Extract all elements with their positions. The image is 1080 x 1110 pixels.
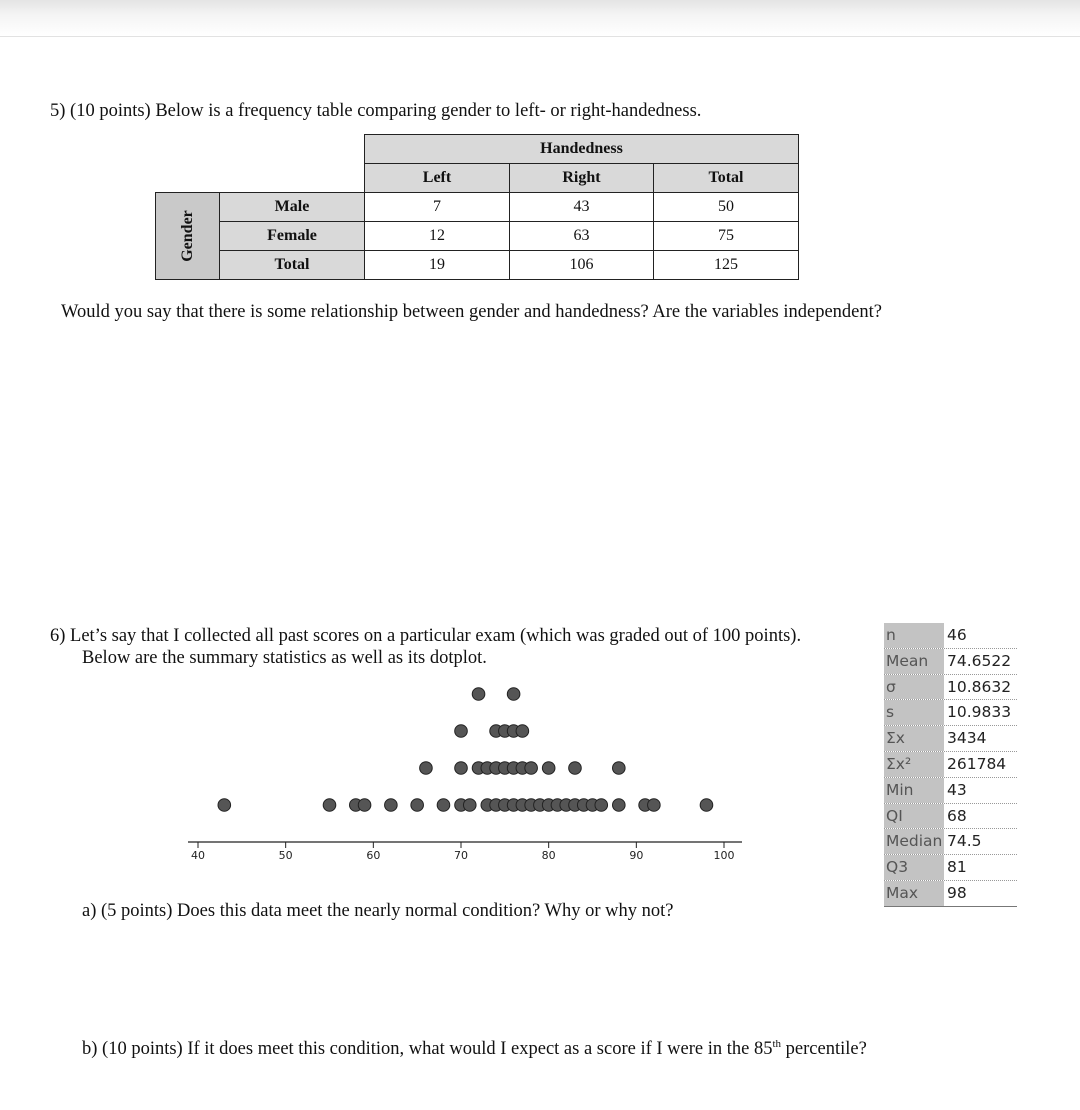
dot-point <box>613 799 626 812</box>
stats-row <box>884 649 1017 675</box>
stats-label: Σx² <box>884 752 944 777</box>
stats-value: 3434 <box>947 729 987 748</box>
stats-value: 74.6522 <box>947 651 1012 670</box>
stats-label: σ <box>884 675 944 700</box>
x-tick-label: 90 <box>629 849 644 862</box>
cell: 63 <box>510 222 654 251</box>
x-tick-label: 40 <box>191 849 205 862</box>
dot-point <box>420 762 433 775</box>
stats-row <box>884 623 1017 649</box>
dot-point <box>218 799 231 812</box>
dot-point <box>358 799 371 812</box>
question-6-line2: Below are the summary statistics as well as its dotplot. <box>82 648 487 668</box>
question-6-prompt <box>50 625 801 669</box>
question-5-followup: Would you say that there is some relationship between gender and handedness? Are the variables independent? <box>61 302 882 322</box>
dot-point <box>700 799 713 812</box>
stats-row <box>884 675 1017 701</box>
row-label-male: Male <box>220 193 365 222</box>
gender-header: Gender <box>156 193 220 280</box>
cell: 50 <box>654 193 799 222</box>
stats-row <box>884 829 1017 855</box>
stats-label: QI <box>884 804 944 829</box>
dot-point <box>472 688 485 701</box>
question-6b: b) (10 points) If it does meet this condition, what would I expect as a score if I were in the 85th percentile? <box>82 1038 867 1060</box>
stats-value: 46 <box>947 626 967 644</box>
dot-point <box>613 762 626 775</box>
stats-label: Mean <box>884 649 944 674</box>
frequency-table <box>155 134 799 280</box>
x-tick-label: 70 <box>454 849 468 862</box>
dot-point <box>542 762 555 775</box>
cell: 19 <box>365 251 510 280</box>
top-toolbar <box>0 0 1080 37</box>
stats-row <box>884 881 1017 907</box>
dot-point <box>323 799 336 812</box>
handedness-header: Handedness <box>365 135 799 164</box>
col-header-total: Total <box>654 164 799 193</box>
stats-label: Σx <box>884 726 944 751</box>
stats-label: Q3 <box>884 855 944 880</box>
table-row <box>156 251 799 280</box>
stats-row <box>884 726 1017 752</box>
dot-point <box>648 799 661 812</box>
stats-row <box>884 700 1017 726</box>
dot-point <box>507 688 520 701</box>
dot-point <box>525 762 538 775</box>
stats-value: 261784 <box>947 754 1007 773</box>
stats-value: 98 <box>947 883 967 902</box>
cell: 43 <box>510 193 654 222</box>
stats-row <box>884 804 1017 830</box>
col-header-right: Right <box>510 164 654 193</box>
dot-point <box>455 762 468 775</box>
col-header-left: Left <box>365 164 510 193</box>
stats-value: 10.8632 <box>947 677 1012 696</box>
dot-point <box>437 799 450 812</box>
cell: 7 <box>365 193 510 222</box>
dot-point <box>455 725 468 738</box>
stats-value: 10.9833 <box>947 703 1012 722</box>
x-tick-label: 60 <box>366 849 381 862</box>
dot-point <box>595 799 608 812</box>
cell: 125 <box>654 251 799 280</box>
table-row <box>156 193 799 222</box>
x-tick-label: 80 <box>541 849 556 862</box>
stats-value: 74.5 <box>947 832 982 851</box>
dotplot <box>180 675 750 875</box>
dot-point <box>516 725 529 738</box>
stats-label: Median <box>884 829 944 854</box>
stats-label: n <box>884 623 944 648</box>
stats-row <box>884 752 1017 778</box>
table-row <box>156 222 799 251</box>
question-6a: a) (5 points) Does this data meet the nearly normal condition? Why or why not? <box>82 901 674 921</box>
dot-point <box>411 799 424 812</box>
cell: 75 <box>654 222 799 251</box>
summary-stats-table <box>884 623 1017 907</box>
stats-value: 68 <box>947 806 967 825</box>
row-label-female: Female <box>220 222 365 251</box>
question-6-line1: 6) Let’s say that I collected all past scores on a particular exam (which was graded out of 100 points). <box>50 626 802 646</box>
stats-row <box>884 778 1017 804</box>
question-5-prompt: 5) (10 points) Below is a frequency table comparing gender to left- or right-handedness. <box>50 101 702 121</box>
stats-label: s <box>884 700 944 725</box>
x-tick-label: 100 <box>713 849 735 862</box>
cell: 106 <box>510 251 654 280</box>
stats-label: Min <box>884 778 944 803</box>
row-label-total: Total <box>220 251 365 280</box>
x-tick-label: 50 <box>278 849 293 862</box>
stats-label: Max <box>884 881 944 906</box>
dot-point <box>385 799 398 812</box>
stats-value: 43 <box>947 780 967 799</box>
cell: 12 <box>365 222 510 251</box>
dot-point <box>463 799 476 812</box>
dot-point <box>569 762 582 775</box>
stats-row <box>884 855 1017 881</box>
stats-value: 81 <box>947 858 967 877</box>
